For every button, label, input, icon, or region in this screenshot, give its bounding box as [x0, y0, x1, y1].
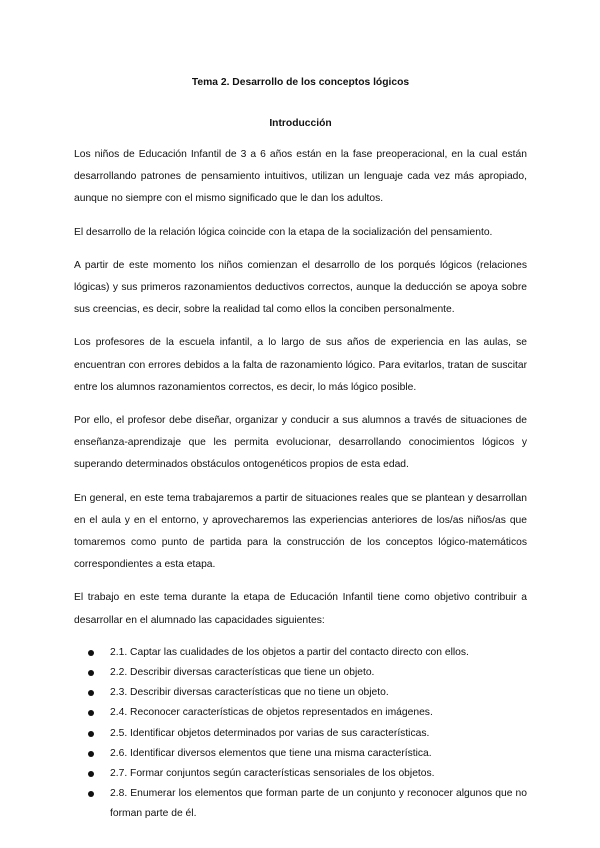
- bullet-icon: [88, 710, 94, 716]
- bullet-icon: [88, 751, 94, 757]
- paragraph: El desarrollo de la relación lógica coincide con la etapa de la socialización del pensamiento.: [74, 226, 493, 238]
- list-item: [88, 643, 527, 663]
- bullet-icon: [88, 731, 94, 737]
- list-item-text: 2.6. Identificar diversos elementos que tiene una misma característica.: [110, 747, 432, 759]
- objectives-list: [74, 643, 527, 825]
- paragraph: El trabajo en este tema durante la etapa de Educación Infantil tiene como objetivo contribuir a desarrollar en el alumnado las capacidades siguientes:: [74, 592, 527, 626]
- bullet-icon: [88, 771, 94, 777]
- list-item: [88, 703, 527, 723]
- list-item: [88, 764, 527, 784]
- list-item: [88, 683, 527, 703]
- list-item: [88, 724, 527, 744]
- document-title: Tema 2. Desarrollo de los conceptos lógicos: [191, 77, 410, 88]
- paragraph: Los niños de Educación Infantil de 3 a 6 años están en la fase preoperacional, en la cual están desarrollando patrones de pensamiento intuitivos, utilizan un lenguaje cada vez más apropiado, aunque no siempre con el mismo significado que le dan los adultos.: [74, 149, 527, 205]
- paragraph: A partir de este momento los niños comienzan el desarrollo de los porqués lógicos (relaciones lógicas) y sus primeros razonamientos deductivos correctos, aunque la deducción se apoya sobre sus creencias, es decir, sobre la realidad tal como ellos la conciben personalmente.: [74, 259, 527, 316]
- list-item: [88, 663, 527, 683]
- list-item-text: 2.1. Captar las cualidades de los objetos a partir del contacto directo con ellos.: [110, 646, 469, 658]
- section-heading: Introducción: [269, 118, 332, 129]
- list-item: [88, 744, 527, 764]
- bullet-icon: [88, 690, 94, 696]
- paragraph: En general, en este tema trabajaremos a partir de situaciones reales que se plantean y desarrollan en el aula y en el entorno, y aprovecharemos las experiencias anteriores de los/as niños/as que tomaremos como punto de partida para la construcción de los conceptos lógico-matemáticos correspondientes a esta etapa.: [74, 492, 527, 571]
- list-item-text: 2.5. Identificar objetos determinados por varias de sus características.: [110, 727, 430, 739]
- list-item-text: 2.3. Describir diversas características que no tiene un objeto.: [110, 687, 389, 699]
- list-item-text: 2.7. Formar conjuntos según características sensoriales de los objetos.: [110, 768, 435, 780]
- list-item-text: 2.4. Reconocer características de objetos representados en imágenes.: [110, 707, 433, 719]
- bullet-icon: [88, 791, 94, 797]
- paragraph: Los profesores de la escuela infantil, a lo largo de sus años de experiencia en las aulas, se encuentran con errores debidos a la falta de razonamiento lógico. Para evitarlos, tratan de suscitar entre los alumnos razonamientos correctos, es decir, lo más lógico posible.: [74, 337, 527, 393]
- list-item-text: 2.2. Describir diversas características que tiene un objeto.: [110, 667, 375, 679]
- bullet-icon: [88, 650, 94, 656]
- list-item: [88, 784, 527, 824]
- paragraph: Por ello, el profesor debe diseñar, organizar y conducir a sus alumnos a través de situaciones de enseñanza-aprendizaje que les permita evolucionar, desarrollando conocimientos lógicos y superando determinados obstáculos ontogenéticos propios de esta edad.: [74, 415, 527, 471]
- list-item-text: 2.8. Enumerar los elementos que forman parte de un conjunto y reconocer algunos que no forman parte de él.: [110, 788, 527, 820]
- bullet-icon: [88, 670, 94, 676]
